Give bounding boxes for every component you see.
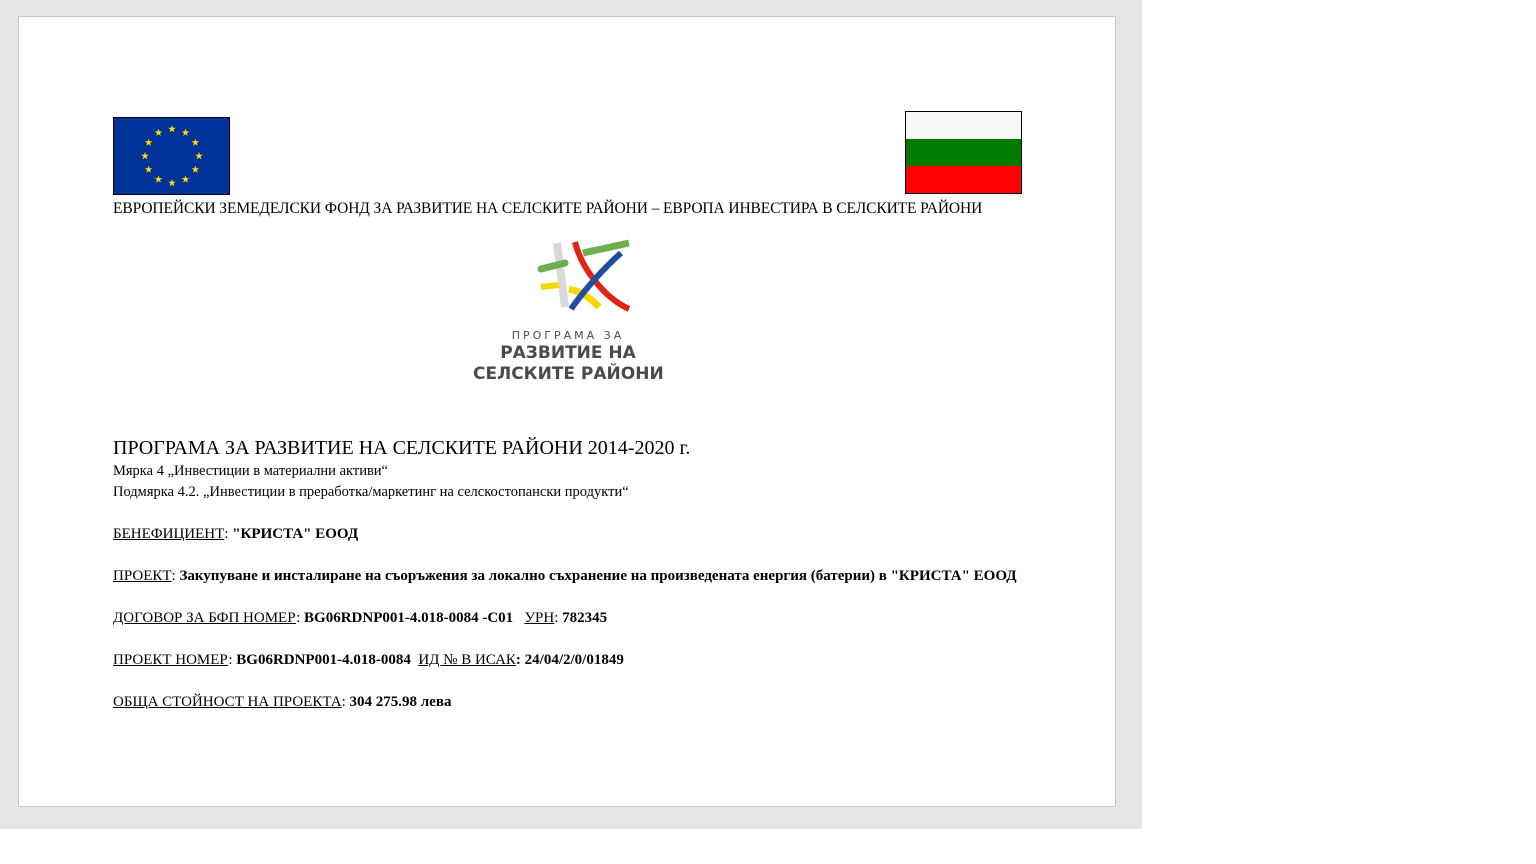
document-page (18, 16, 1116, 807)
logo-line-2: РАЗВИТИЕ НА (500, 343, 636, 363)
total-value-field: ОБЩА СТОЙНОСТ НА ПРОЕКТА: 304 275.98 лева (113, 694, 452, 710)
beneficiary-value: "КРИСТА" ЕООД (232, 526, 359, 542)
eu-flag-icon (113, 117, 230, 195)
fund-line: ЕВРОПЕЙСКИ ЗЕМЕДЕЛСКИ ФОНД ЗА РАЗВИТИЕ НА СЕЛСКИТЕ РАЙОНИ – ЕВРОПА ИНВЕСТИРА В СЕЛСКИТЕ РАЙОНИ (113, 200, 983, 217)
bulgarian-flag-icon (905, 111, 1022, 194)
contract-value: BG06RDNP001-4.018-0084 -C01 (304, 610, 514, 626)
contract-label: ДОГОВОР ЗА БФП НОМЕР (113, 610, 297, 626)
project-number-field: ПРОЕКТ НОМЕР: BG06RDNP001-4.018-0084 ИД № В ИСАК: 24/04/2/0/01849 (113, 652, 624, 668)
urn-value: 782345 (562, 610, 608, 626)
rural-development-programme-logo (473, 237, 663, 387)
eu-star-icon (168, 125, 176, 132)
logo-line-1: ПРОГРАМА ЗА (511, 329, 625, 342)
eu-star-icon (182, 175, 190, 182)
total-label: ОБЩА СТОЙНОСТ НА ПРОЕКТА (113, 694, 342, 710)
project-value: Закупуване и инсталиране на съоръжения за локално съхранение на произведената енергия (батерии) в "КРИСТА" ЕООД (179, 568, 1017, 584)
document-body (113, 435, 1033, 713)
project-number-label: ПРОЕКТ НОМЕР (113, 652, 229, 668)
eu-star-icon (145, 166, 153, 173)
project-number-value: BG06RDNP001-4.018-0084 (236, 652, 411, 668)
total-value: 304 275.98 лева (349, 694, 452, 710)
isak-value: 24/04/2/0/01849 (524, 652, 624, 668)
contract-field: ДОГОВОР ЗА БФП НОМЕР: BG06RDNP001-4.018-0084 -C01 УРН: 782345 (113, 610, 608, 626)
isak-label: ИД № В ИСАК (418, 652, 516, 668)
eu-star-icon (192, 139, 200, 146)
eu-star-icon (141, 152, 149, 159)
project-field: ПРОЕКТ: Закупуване и инсталиране на съоръжения за локално съхранение на произведената енергия (батерии) в "КРИСТА" ЕООД (113, 568, 1017, 584)
logo-line-3: СЕЛСКИТЕ РАЙОНИ (473, 364, 664, 384)
eu-star-icon (155, 175, 163, 182)
eu-star-icon (168, 179, 176, 186)
programme-title: ПРОГРАМА ЗА РАЗВИТИЕ НА СЕЛСКИТЕ РАЙОНИ 2014-2020 г. (113, 437, 691, 459)
urn-label: УРН (524, 610, 555, 626)
eu-star-icon (195, 152, 203, 159)
measure-line: Мярка 4 „Инвестиции в материални активи“ (113, 463, 388, 479)
beneficiary-label: БЕНЕФИЦИЕНТ (113, 526, 225, 542)
eu-star-icon (155, 129, 163, 136)
beneficiary-field: БЕНЕФИЦИЕНТ: "КРИСТА" ЕООД (113, 526, 359, 542)
project-label: ПРОЕКТ (113, 568, 172, 584)
eu-star-icon (145, 139, 153, 146)
eu-star-icon (182, 129, 190, 136)
submeasure-line: Подмярка 4.2. „Инвестиции в преработка/маркетинг на селскостопански продукти“ (113, 484, 629, 500)
eu-star-icon (192, 166, 200, 173)
logo-emblem-icon (473, 237, 663, 327)
